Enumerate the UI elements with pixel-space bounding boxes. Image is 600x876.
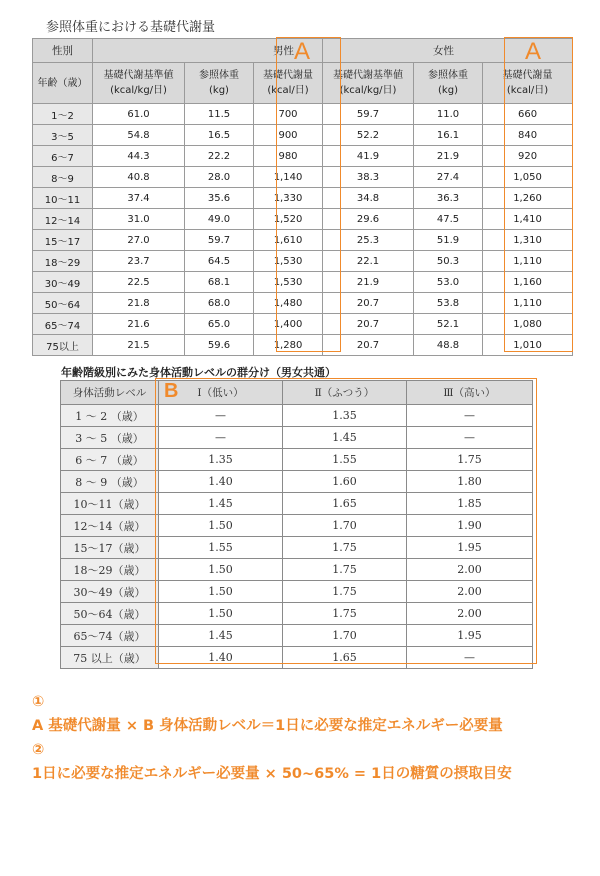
cell-m-wt: 68.1 bbox=[185, 272, 254, 293]
cell-age: 1 ～ 2 （歳） bbox=[61, 405, 159, 427]
marker-a-male: A bbox=[294, 38, 311, 65]
cell-f-bmr: 1,260 bbox=[483, 188, 573, 209]
cell-f-std: 38.3 bbox=[323, 167, 414, 188]
cell-m-std: 61.0 bbox=[93, 104, 185, 125]
cell-age: 3 ～ 5 （歳） bbox=[61, 427, 159, 449]
cell-f-wt: 52.1 bbox=[414, 314, 483, 335]
cell-m-std: 21.6 bbox=[93, 314, 185, 335]
male-header: 男性 bbox=[93, 39, 323, 63]
cell-m-std: 27.0 bbox=[93, 230, 185, 251]
cell-m-wt: 49.0 bbox=[185, 209, 254, 230]
cell-f-wt: 48.8 bbox=[414, 335, 483, 356]
cell-f-std: 21.9 bbox=[323, 272, 414, 293]
cell-high: 1.95 bbox=[407, 537, 533, 559]
cell-mid: 1.45 bbox=[283, 427, 407, 449]
cell-high: — bbox=[407, 647, 533, 669]
cell-f-bmr: 1,310 bbox=[483, 230, 573, 251]
cell-age: 18～29 bbox=[33, 251, 93, 272]
cell-m-bmr: 1,280 bbox=[254, 335, 323, 356]
note-2-number: ② bbox=[32, 742, 45, 758]
cell-high: 1.80 bbox=[407, 471, 533, 493]
cell-m-std: 54.8 bbox=[93, 125, 185, 146]
cell-f-std: 20.7 bbox=[323, 293, 414, 314]
cell-f-bmr: 1,410 bbox=[483, 209, 573, 230]
cell-m-bmr: 900 bbox=[254, 125, 323, 146]
note-2-text: 1日に必要な推定エネルギー必要量 × 50~65% = 1日の糖質の摂取目安 bbox=[32, 766, 512, 782]
cell-m-bmr: 1,140 bbox=[254, 167, 323, 188]
cell-age: 65～74 bbox=[33, 314, 93, 335]
cell-age: 10～11 bbox=[33, 188, 93, 209]
male-basal-header: 基礎代謝量 (kcal/日) bbox=[254, 63, 323, 104]
cell-age: 8～9 bbox=[33, 167, 93, 188]
cell-age: 50～64 bbox=[33, 293, 93, 314]
cell-mid: 1.65 bbox=[283, 493, 407, 515]
cell-f-bmr: 1,160 bbox=[483, 272, 573, 293]
cell-mid: 1.75 bbox=[283, 537, 407, 559]
cell-f-std: 34.8 bbox=[323, 188, 414, 209]
cell-age: 6 ～ 7 （歳） bbox=[61, 449, 159, 471]
cell-f-wt: 47.5 bbox=[414, 209, 483, 230]
cell-f-wt: 51.9 bbox=[414, 230, 483, 251]
cell-f-bmr: 660 bbox=[483, 104, 573, 125]
activity-level-highlight bbox=[155, 378, 537, 664]
cell-mid: 1.35 bbox=[283, 405, 407, 427]
cell-age: 12～14 bbox=[33, 209, 93, 230]
cell-f-std: 22.1 bbox=[323, 251, 414, 272]
sex-label: 性別 bbox=[33, 39, 93, 63]
cell-m-bmr: 1,330 bbox=[254, 188, 323, 209]
cell-f-wt: 53.8 bbox=[414, 293, 483, 314]
cell-f-bmr: 1,110 bbox=[483, 293, 573, 314]
cell-low: 1.35 bbox=[159, 449, 283, 471]
cell-age: 15～17 bbox=[33, 230, 93, 251]
cell-high: 2.00 bbox=[407, 559, 533, 581]
cell-m-std: 40.8 bbox=[93, 167, 185, 188]
cell-low: 1.55 bbox=[159, 537, 283, 559]
cell-m-std: 31.0 bbox=[93, 209, 185, 230]
cell-low: 1.50 bbox=[159, 559, 283, 581]
cell-m-wt: 11.5 bbox=[185, 104, 254, 125]
cell-age: 6～7 bbox=[33, 146, 93, 167]
cell-m-wt: 65.0 bbox=[185, 314, 254, 335]
cell-age: 10～11（歳） bbox=[61, 493, 159, 515]
cell-mid: 1.75 bbox=[283, 603, 407, 625]
cell-age: 75以上 bbox=[33, 335, 93, 356]
cell-f-std: 20.7 bbox=[323, 335, 414, 356]
cell-high: 1.95 bbox=[407, 625, 533, 647]
cell-f-bmr: 1,110 bbox=[483, 251, 573, 272]
cell-f-wt: 16.1 bbox=[414, 125, 483, 146]
cell-m-bmr: 1,530 bbox=[254, 272, 323, 293]
cell-age: 50～64（歳） bbox=[61, 603, 159, 625]
cell-low: — bbox=[159, 405, 283, 427]
cell-f-wt: 36.3 bbox=[414, 188, 483, 209]
cell-age: 30～49 bbox=[33, 272, 93, 293]
cell-age: 75 以上（歳） bbox=[61, 647, 159, 669]
cell-age: 1～2 bbox=[33, 104, 93, 125]
female-basal-highlight bbox=[504, 37, 573, 352]
cell-f-wt: 50.3 bbox=[414, 251, 483, 272]
male-basal-highlight bbox=[276, 37, 341, 352]
cell-mid: 1.75 bbox=[283, 559, 407, 581]
cell-f-bmr: 1,080 bbox=[483, 314, 573, 335]
cell-f-wt: 21.9 bbox=[414, 146, 483, 167]
cell-low: 1.50 bbox=[159, 515, 283, 537]
cell-mid: 1.65 bbox=[283, 647, 407, 669]
cell-m-wt: 64.5 bbox=[185, 251, 254, 272]
cell-m-bmr: 1,480 bbox=[254, 293, 323, 314]
cell-m-std: 22.5 bbox=[93, 272, 185, 293]
marker-a-female: A bbox=[525, 38, 542, 65]
table1-title: 参照体重における基礎代謝量 bbox=[46, 20, 216, 35]
cell-m-std: 44.3 bbox=[93, 146, 185, 167]
cell-m-wt: 59.7 bbox=[185, 230, 254, 251]
cell-mid: 1.70 bbox=[283, 625, 407, 647]
cell-m-wt: 16.5 bbox=[185, 125, 254, 146]
cell-f-std: 29.6 bbox=[323, 209, 414, 230]
cell-low: 1.50 bbox=[159, 581, 283, 603]
male-weight-header: 参照体重 (kg) bbox=[185, 63, 254, 104]
cell-high: — bbox=[407, 427, 533, 449]
cell-f-std: 52.2 bbox=[323, 125, 414, 146]
cell-high: — bbox=[407, 405, 533, 427]
cell-m-wt: 68.0 bbox=[185, 293, 254, 314]
cell-low: — bbox=[159, 427, 283, 449]
cell-m-std: 21.5 bbox=[93, 335, 185, 356]
male-basal-std-header: 基礎代謝基準値 (kcal/kg/日) bbox=[93, 63, 185, 104]
cell-f-std: 20.7 bbox=[323, 314, 414, 335]
cell-mid: 1.70 bbox=[283, 515, 407, 537]
cell-f-bmr: 1,050 bbox=[483, 167, 573, 188]
cell-high: 2.00 bbox=[407, 581, 533, 603]
cell-mid: 1.55 bbox=[283, 449, 407, 471]
cell-m-std: 23.7 bbox=[93, 251, 185, 272]
cell-high: 1.90 bbox=[407, 515, 533, 537]
mid-header: Ⅱ（ふつう） bbox=[283, 381, 407, 405]
cell-f-bmr: 920 bbox=[483, 146, 573, 167]
cell-m-wt: 28.0 bbox=[185, 167, 254, 188]
notes bbox=[32, 690, 512, 786]
female-basal-std-header: 基礎代謝基準値 (kcal/kg/日) bbox=[323, 63, 414, 104]
cell-m-bmr: 1,400 bbox=[254, 314, 323, 335]
note-1-text: A 基礎代謝量 × B 身体活動レベル＝1日に必要な推定エネルギー必要量 bbox=[32, 718, 503, 734]
cell-m-bmr: 1,530 bbox=[254, 251, 323, 272]
table2-title: 年齢階級別にみた身体活動レベルの群分け（男女共通） bbox=[61, 366, 336, 379]
cell-f-std: 41.9 bbox=[323, 146, 414, 167]
cell-age: 30～49（歳） bbox=[61, 581, 159, 603]
cell-low: 1.50 bbox=[159, 603, 283, 625]
cell-age: 65～74（歳） bbox=[61, 625, 159, 647]
cell-high: 2.00 bbox=[407, 603, 533, 625]
cell-m-wt: 35.6 bbox=[185, 188, 254, 209]
cell-high: 1.85 bbox=[407, 493, 533, 515]
cell-m-bmr: 980 bbox=[254, 146, 323, 167]
cell-f-std: 59.7 bbox=[323, 104, 414, 125]
cell-mid: 1.75 bbox=[283, 581, 407, 603]
age-label: 年齢（歳） bbox=[33, 63, 93, 104]
level-label: 身体活動レベル bbox=[61, 381, 159, 405]
cell-age: 18～29（歳） bbox=[61, 559, 159, 581]
cell-m-bmr: 1,610 bbox=[254, 230, 323, 251]
cell-age: 8 ～ 9 （歳） bbox=[61, 471, 159, 493]
cell-low: 1.40 bbox=[159, 647, 283, 669]
high-header: Ⅲ（高い） bbox=[407, 381, 533, 405]
low-header: Ⅰ（低い） bbox=[159, 381, 283, 405]
cell-f-wt: 27.4 bbox=[414, 167, 483, 188]
cell-m-wt: 22.2 bbox=[185, 146, 254, 167]
cell-f-wt: 11.0 bbox=[414, 104, 483, 125]
female-header: 女性 bbox=[323, 39, 573, 63]
cell-f-bmr: 1,010 bbox=[483, 335, 573, 356]
cell-low: 1.40 bbox=[159, 471, 283, 493]
cell-low: 1.45 bbox=[159, 625, 283, 647]
cell-f-bmr: 840 bbox=[483, 125, 573, 146]
cell-high: 1.75 bbox=[407, 449, 533, 471]
cell-f-std: 25.3 bbox=[323, 230, 414, 251]
cell-m-wt: 59.6 bbox=[185, 335, 254, 356]
cell-f-wt: 53.0 bbox=[414, 272, 483, 293]
note-1-number: ① bbox=[32, 694, 45, 710]
cell-m-std: 21.8 bbox=[93, 293, 185, 314]
female-weight-header: 参照体重 (kg) bbox=[414, 63, 483, 104]
marker-b: B bbox=[164, 380, 179, 402]
cell-mid: 1.60 bbox=[283, 471, 407, 493]
cell-age: 15～17（歳） bbox=[61, 537, 159, 559]
cell-low: 1.45 bbox=[159, 493, 283, 515]
female-basal-header: 基礎代謝量 (kcal/日) bbox=[483, 63, 573, 104]
cell-m-std: 37.4 bbox=[93, 188, 185, 209]
cell-age: 12～14（歳） bbox=[61, 515, 159, 537]
cell-m-bmr: 1,520 bbox=[254, 209, 323, 230]
cell-m-bmr: 700 bbox=[254, 104, 323, 125]
cell-age: 3～5 bbox=[33, 125, 93, 146]
